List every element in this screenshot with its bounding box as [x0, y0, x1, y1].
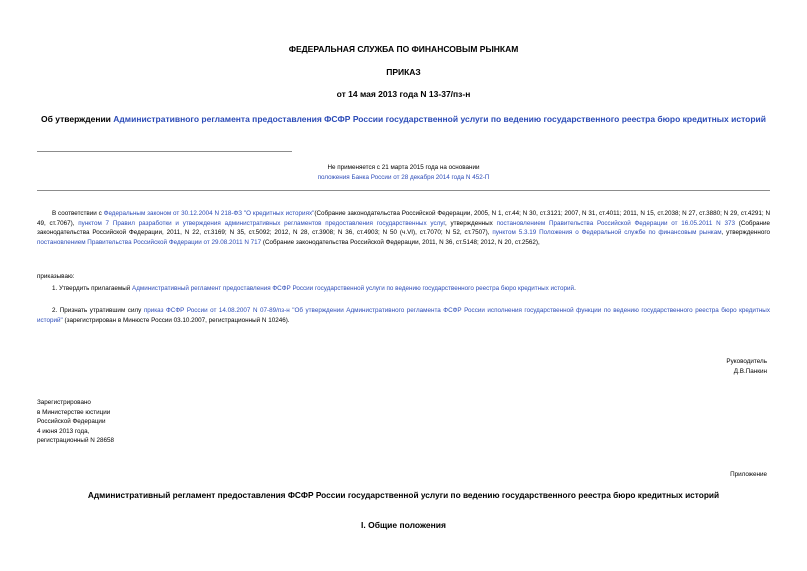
registration-line: в Министерстве юстиции — [37, 408, 111, 416]
item-1-link[interactable]: Административный регламент предоставления ФСФР России государственной услуги по ведению государственного реестра бюро кредитных историй — [132, 285, 575, 292]
notice-line: Не применяется с 21 марта 2015 года на основании — [327, 164, 480, 171]
appendix-label: Приложение — [730, 471, 767, 478]
doc-title-prefix: Об утверждении — [41, 114, 114, 124]
item-2 — [37, 306, 770, 325]
item-1 — [52, 284, 770, 294]
registration-line: Зарегистрировано — [37, 399, 91, 406]
registration-line: 4 июня 2013 года, — [37, 427, 90, 435]
doc-title — [40, 114, 767, 125]
preamble-paragraph — [37, 209, 770, 247]
item-1-end: . — [574, 285, 576, 292]
long-divider — [37, 190, 770, 191]
preamble-text-4: (Собрание законодательства Российской Федерации, 2011, N 22, ст.3169; N 35, ст.5092; 2012, N 28, ст.3908; N 36, ст.4903; N 50 (ч.VI), ст.7070; N 52, ст.7507), — [37, 219, 771, 236]
preamble-text-2: (Собрание законодательства Российской Федерации, 2005, N 1, ст.44; N 30, ст.3121; 2007, N 31, ст.4011; 2011, N 15, ст.2038; N 27, ст.3880; N 29, ст.4291; N 49, ст.7067), — [37, 210, 770, 227]
preamble-link-resolution-373[interactable]: постановлением Правительства Российской Федерации от 16.05.2011 N 373 — [496, 219, 735, 227]
item-1-text: 1. Утвердить прилагаемый — [52, 285, 133, 292]
preamble-link-regulation[interactable]: пунктом 5.3.19 Положения о Федеральной службе по финансовым рынкам — [492, 229, 722, 236]
registration-line: Российской Федерации — [37, 418, 106, 425]
preamble-text-3: , утвержденных — [444, 219, 497, 227]
doc-date: от 14 мая 2013 года N 13-37/пз-н — [336, 89, 471, 99]
preamble-link-rules[interactable]: пунктом 7 Правил разработки и утверждения административных регламентов предоставления государственных услуг — [78, 219, 445, 227]
doc-title-link[interactable]: Административного регламента предоставления ФСФР России государственной услуги по ведению государственного реестра бюро кредитных историй — [113, 114, 766, 124]
notice-link-wrap — [0, 174, 807, 181]
order-word: приказываю: — [37, 273, 75, 280]
signature-name: Д.В.Панкин — [733, 368, 767, 375]
notice-link[interactable]: положения Банка России от 28 декабря 2014 года N 452-П — [317, 174, 490, 181]
registration-block — [37, 398, 114, 446]
short-divider — [37, 151, 292, 152]
section-heading: I. Общие положения — [361, 520, 446, 530]
preamble-text-1: В соответствии с — [52, 210, 104, 217]
preamble-text-6: (Собрание законодательства Российской Федерации, 2011, N 36, ст.5148; 2012, N 20, ст.2562), — [261, 238, 540, 246]
appendix-title: Административный регламент предоставления ФСФР России государственной услуги по ведению государственного реестра бюро кредитных историй — [87, 490, 720, 500]
signature-role: Руководитель — [726, 358, 767, 365]
doc-type: ПРИКАЗ — [386, 67, 421, 77]
preamble-link-resolution-717[interactable]: постановлением Правительства Российской Федерации от 29.08.2011 N 717 — [37, 238, 262, 246]
agency-name: ФЕДЕРАЛЬНАЯ СЛУЖБА ПО ФИНАНСОВЫМ РЫНКАМ — [288, 44, 519, 54]
item-2-text: 2. Признать утратившим силу — [52, 307, 144, 314]
registration-line: регистрационный N 28658 — [37, 437, 115, 444]
preamble-text-5: , утвержденного — [721, 229, 770, 236]
preamble-link-law[interactable]: Федеральным законом от 30.12.2004 N 218-ФЗ "О кредитных историях" — [103, 210, 315, 217]
item-2-end: (зарегистрирован в Минюсте России 03.10.2007, регистрационный N 10246). — [62, 316, 290, 324]
item-2-link[interactable]: приказ ФСФР России от 14.08.2007 N 07-89/пз-н "Об утверждении Административного регламента ФСФР России исполнения государственной функции по ведению государственного реестра бюро кредитных историй" — [37, 307, 770, 324]
